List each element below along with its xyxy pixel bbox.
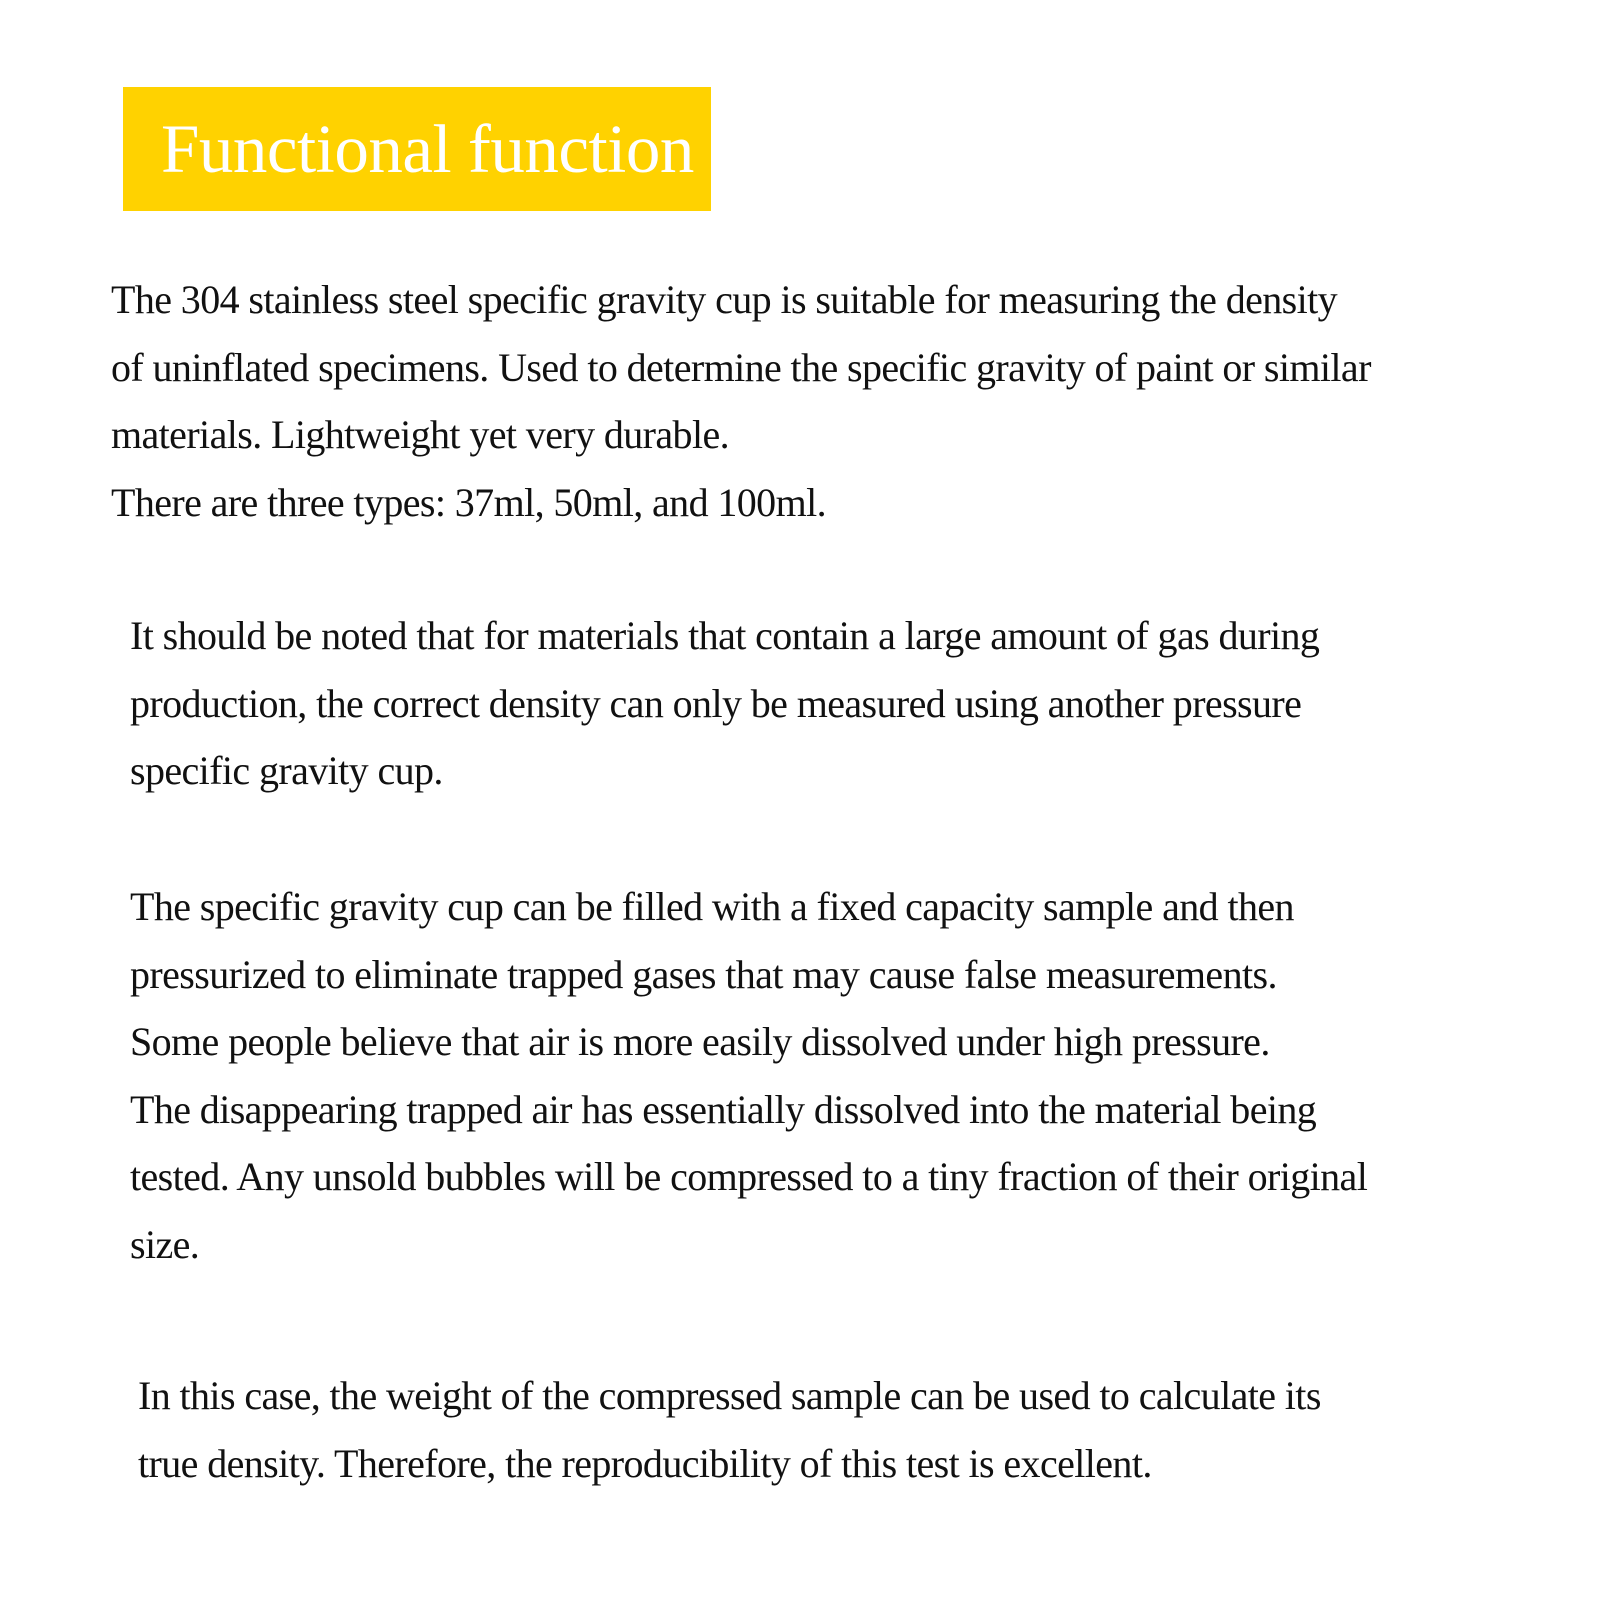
paragraph-line: true density. Therefore, the reproducibility of this test is excellent. [138, 1440, 1152, 1486]
paragraph-line: of uninflated specimens. Used to determine the specific gravity of paint or similar [111, 344, 1371, 390]
paragraph-conclusion [138, 1362, 1321, 1497]
paragraph-line: specific gravity cup. [130, 748, 443, 793]
paragraph-line: The 304 stainless steel specific gravity cup is suitable for measuring the density [111, 277, 1338, 322]
paragraph-line: Some people believe that air is more easily dissolved under high pressure. [130, 1019, 1270, 1064]
paragraph-line: There are three types: 37ml, 50ml, and 100ml. [111, 479, 827, 525]
paragraph-intro [111, 266, 1371, 536]
title-banner [123, 87, 711, 211]
paragraph-note [130, 602, 1319, 805]
page-title: Functional function [161, 110, 694, 187]
paragraph-pressurization [130, 873, 1367, 1278]
paragraph-line: materials. Lightweight yet very durable. [111, 412, 730, 457]
paragraph-line: The disappearing trapped air has essentially dissolved into the material being [130, 1086, 1317, 1132]
paragraph-line: tested. Any unsold bubbles will be compressed to a tiny fraction of their original [130, 1154, 1368, 1199]
paragraph-line: In this case, the weight of the compressed sample can be used to calculate its [138, 1373, 1321, 1418]
paragraph-line: size. [130, 1221, 200, 1267]
paragraph-line: production, the correct density can only be measured using another pressure [130, 680, 1302, 726]
paragraph-line: pressurized to eliminate trapped gases that may cause false measurements. [130, 951, 1277, 997]
paragraph-line: It should be noted that for materials that contain a large amount of gas during [130, 613, 1320, 658]
paragraph-line: The specific gravity cup can be filled with a fixed capacity sample and then [130, 884, 1294, 929]
